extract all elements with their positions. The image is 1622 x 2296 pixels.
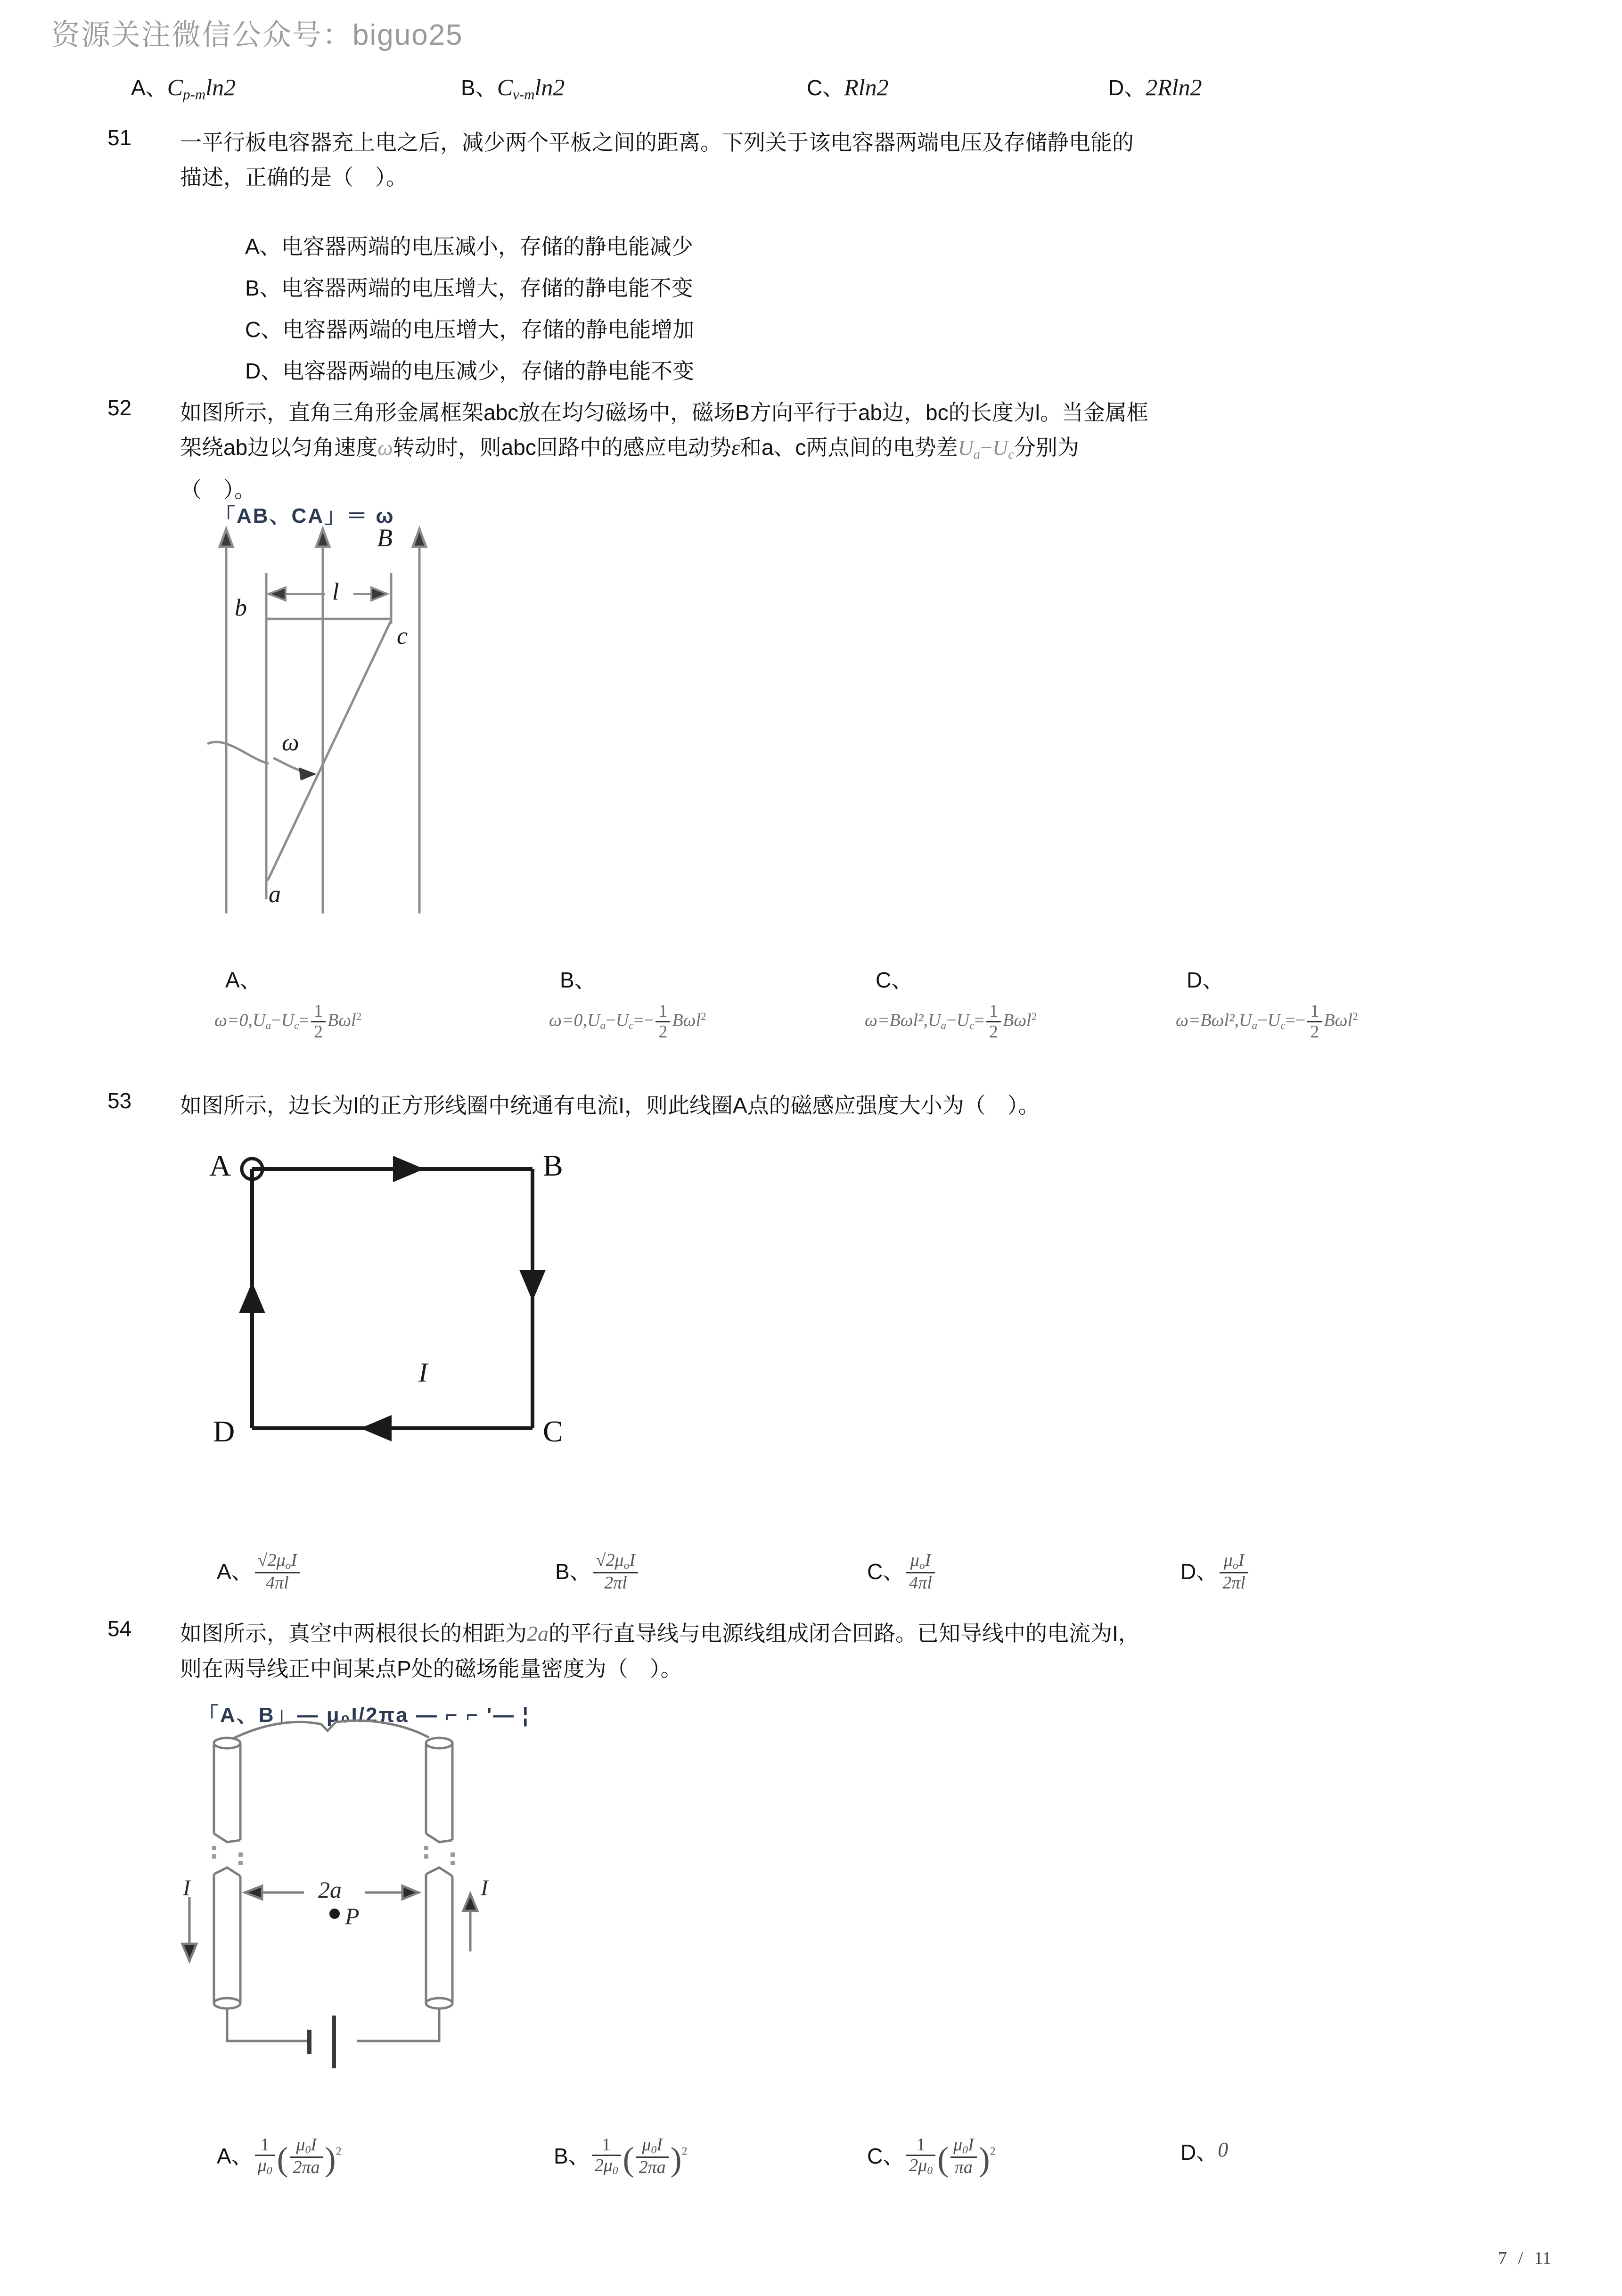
q53-a-I: I <box>291 1550 297 1570</box>
q54-a-in-mu-sub: 0 <box>305 2144 311 2156</box>
question-52-figure-svg <box>198 522 481 913</box>
q52-a-ua: U <box>252 1010 266 1030</box>
q53-b-den: 2πl <box>593 1572 638 1593</box>
question-53-option-a-label: A、 <box>217 1559 253 1584</box>
q54-c-out-den-sub: 0 <box>927 2164 933 2177</box>
q54-a-in-den: 2πa <box>290 2156 323 2177</box>
q54-a-out-den-sub: 0 <box>266 2164 272 2177</box>
q54-c-out-den: 2μ <box>909 2156 927 2176</box>
q53-d-mu: μ <box>1223 1550 1233 1570</box>
question-52-stem-line1: 如图所示，直角三角形金属框架abc放在均匀磁场中，磁场B方向平行于ab边，bc的长度为l。当金属框 <box>180 400 1148 425</box>
question-52-stem-line2c: 和a、c两点间的电势差 <box>739 435 958 460</box>
question-52-figure-label-b: b <box>235 594 247 621</box>
question-52-uc-subscript: c <box>1008 447 1014 462</box>
q52-a-omega: ω=0, <box>214 1010 253 1030</box>
question-51-option-a-text: 电容器两端的电压减小，存储的静电能减少 <box>281 234 693 259</box>
q52-c-tail: Bωl <box>1002 1010 1032 1030</box>
question-52-uc-symbol: U <box>992 436 1008 460</box>
q52-c-uc-sub: c <box>969 1019 975 1032</box>
q52-b-sign: − <box>644 1010 654 1030</box>
q53-a-mu-sub: o <box>285 1559 291 1572</box>
question-52-stem-line2a: 架绕ab边以匀角速度 <box>180 435 378 460</box>
q52-d-omega: ω=Bωl², <box>1176 1010 1239 1030</box>
q53-d-I: I <box>1238 1550 1245 1570</box>
question-54-figure-svg <box>198 1716 518 2088</box>
question-54-option-a[interactable]: A、 $\frac{1}{\mu_0}$ ( $\frac{\mu_0I}{2\pi a}$ )$^2$ <box>217 2135 342 2178</box>
q52-a-tail-sup: 2 <box>356 1011 362 1023</box>
question-54-stem <box>180 1616 1495 1686</box>
q52-b-tail: Bωl <box>672 1010 701 1030</box>
question-51-option-b-label: B、 <box>245 276 281 300</box>
q52-b-frac-num: 1 <box>658 1001 668 1021</box>
q54-a-in-mu: μ <box>296 2135 305 2155</box>
q50-option-a-subscript: p-m <box>183 86 206 103</box>
question-52-option-a-expression[interactable] <box>214 1002 361 1042</box>
question-52-option-b-expression[interactable] <box>549 1002 706 1042</box>
q53-c-den: 4πl <box>906 1572 935 1593</box>
q53-c-mu-sub: o <box>919 1559 925 1572</box>
question-54-figure <box>183 1716 518 2088</box>
question-52-stem-line2d: 分别为 <box>1014 435 1079 460</box>
question-54-clipped-text-artifact: 「A、B」— μ₀I/2πa — ⌐ ⌐ '— ¦ <box>198 1703 530 1727</box>
question-52-option-c-label[interactable]: C、 <box>876 968 913 992</box>
question-54-stem-line1b: 的平行直导线与电源线组成闭合回路。已知导线中的电流为I， <box>549 1621 1140 1646</box>
question-54-option-c-label: C、 <box>867 2144 905 2169</box>
question-51-option-c-label: C、 <box>245 317 283 342</box>
q53-b-sqrt: √2 <box>596 1550 615 1570</box>
question-52-option-c-expression[interactable] <box>865 1002 1037 1042</box>
question-52-figure-label-c: c <box>397 623 408 650</box>
q52-b-ua: U <box>587 1010 600 1030</box>
q52-d-frac-den: 2 <box>1307 1021 1322 1042</box>
q52-d-tail: Bωl <box>1324 1010 1353 1030</box>
page-footer <box>1498 2248 1551 2269</box>
q50-option-b-symbol: C <box>497 74 513 100</box>
q50-option-a-symbol: C <box>167 74 183 100</box>
q52-d-eq: = <box>1285 1010 1295 1030</box>
q54-b-in-den: 2πa <box>636 2156 669 2177</box>
question-53-figure-label-D: D <box>213 1415 235 1448</box>
q52-b-eq: = <box>633 1010 644 1030</box>
q52-a-uc-sub: c <box>294 1019 299 1032</box>
question-53-option-d[interactable] <box>1180 1551 1250 1593</box>
q52-c-ua: U <box>927 1010 941 1030</box>
question-51-stem <box>180 125 1490 195</box>
q52-b-frac-den: 2 <box>655 1021 670 1042</box>
question-54-option-d[interactable] <box>1180 2135 1228 2166</box>
q54-b-in-mu: μ <box>642 2135 651 2155</box>
question-53-option-c-label: C、 <box>867 1559 905 1584</box>
question-51-number: 51 <box>107 125 132 150</box>
q54-b-in-mu-sub: 0 <box>651 2144 657 2156</box>
question-54-option-a-label: A、 <box>217 2144 253 2169</box>
q50-option-d-value: 2Rln2 <box>1146 74 1202 100</box>
q54-a-out-den: μ <box>257 2156 267 2176</box>
question-51-option-c[interactable] <box>245 313 694 344</box>
q52-d-minus: − <box>1257 1010 1268 1030</box>
q52-b-ua-sub: a <box>600 1019 606 1032</box>
q52-d-uc-sub: c <box>1280 1019 1286 1032</box>
q50-option-a-label: A、 <box>131 75 167 100</box>
q50-option-c <box>807 71 889 102</box>
q53-a-mu: μ <box>276 1550 286 1570</box>
q50-option-b-tail: ln2 <box>534 74 565 100</box>
question-53-option-c[interactable] <box>867 1551 937 1593</box>
question-52-minus: − <box>980 436 993 460</box>
question-52-stem-line2b: 转动时，则abc回路中的感应电动势 <box>393 435 731 460</box>
q52-a-frac-den: 2 <box>311 1021 326 1042</box>
q50-option-a <box>131 71 236 103</box>
question-52-figure-label-a: a <box>269 881 281 908</box>
q52-a-eq: = <box>299 1010 309 1030</box>
question-54-figure-label-P: P <box>345 1903 360 1929</box>
question-54-option-c[interactable]: C、 $\frac{1}{2\mu_0}$ ( $\frac{\mu_0I}{\pi a}$ )$^2$ <box>867 2135 996 2178</box>
question-52-ua-subscript: a <box>973 447 981 462</box>
q52-d-sign: − <box>1295 1010 1306 1030</box>
question-52-option-a-label[interactable]: A、 <box>225 968 262 992</box>
q54-c-in-mu: μ <box>953 2135 963 2155</box>
q53-a-sqrt: √2 <box>257 1550 277 1570</box>
q54-b-out-den-sub: 0 <box>612 2164 618 2177</box>
q54-c-power: 2 <box>990 2145 996 2157</box>
q50-option-b <box>461 71 565 103</box>
q54-a-in-I: I <box>311 2135 317 2155</box>
q52-b-omega: ω=0, <box>549 1010 587 1030</box>
question-52-option-d-label[interactable]: D、 <box>1187 968 1224 992</box>
question-53-figure-label-B: B <box>543 1149 563 1182</box>
question-53-stem: 如图所示，边长为l的正方形线圈中统通有电流I，则此线圈A点的磁感应强度大小为（ ）。 <box>180 1093 1040 1118</box>
q52-d-ua: U <box>1238 1010 1252 1030</box>
question-54-number: 54 <box>107 1616 132 1641</box>
question-53-option-b-label: B、 <box>555 1559 591 1584</box>
q52-b-uc: U <box>615 1010 629 1030</box>
q52-c-eq: = <box>974 1010 984 1030</box>
q52-d-ua-sub: a <box>1252 1019 1258 1032</box>
question-52-option-b-label[interactable]: B、 <box>560 968 596 992</box>
question-54-option-d-label: D、 <box>1180 2140 1218 2164</box>
question-53-option-b[interactable] <box>555 1551 640 1593</box>
question-51-option-b-text: 电容器两端的电压增大，存储的静电能不变 <box>281 276 693 300</box>
q52-b-minus: − <box>606 1010 616 1030</box>
question-53-number: 53 <box>107 1088 132 1113</box>
q53-b-mu-sub: o <box>623 1559 630 1572</box>
question-53-figure <box>203 1145 627 1475</box>
q52-b-uc-sub: c <box>629 1019 634 1032</box>
question-53-option-d-label: D、 <box>1180 1559 1218 1584</box>
question-51-option-d[interactable] <box>245 354 694 385</box>
question-54-option-d-value: 0 <box>1218 2138 1229 2162</box>
q53-c-mu: μ <box>910 1550 919 1570</box>
page-number-total: 11 <box>1534 2248 1551 2268</box>
q54-a-out-num: 1 <box>260 2135 270 2155</box>
question-51-stem-line2: 描述，正确的是（ ）。 <box>180 165 408 189</box>
question-54-figure-label-2a: 2a <box>318 1876 342 1903</box>
q50-option-d-label: D、 <box>1108 75 1146 100</box>
q54-b-out-den: 2μ <box>594 2156 613 2176</box>
q54-b-power: 2 <box>681 2145 688 2157</box>
question-52-omega-symbol: ω <box>377 436 393 460</box>
question-54-separation-symbol: 2a <box>527 1621 549 1646</box>
page-number-current: 7 <box>1498 2248 1507 2268</box>
q54-b-in-I: I <box>656 2135 663 2155</box>
question-54-option-b-label: B、 <box>554 2144 590 2169</box>
question-51-stem-line1: 一平行板电容器充上电之后，减少两个平板之间的距离。下列关于该电容器两端电压及存储静电能的 <box>180 130 1134 155</box>
question-54-stem-line2: 则在两导线正中间某点P处的磁场能量密度为（ ）。 <box>180 1656 682 1681</box>
page-number-separator: / <box>1518 2248 1523 2268</box>
q54-a-power: 2 <box>336 2145 342 2157</box>
question-53-option-a[interactable] <box>217 1551 302 1593</box>
q52-d-uc: U <box>1267 1010 1281 1030</box>
q50-option-b-subscript: v-m <box>513 86 535 103</box>
q52-c-ua-sub: a <box>941 1019 947 1032</box>
q52-a-minus: − <box>271 1010 281 1030</box>
question-51-option-c-text: 电容器两端的电压增大，存储的静电能增加 <box>282 317 695 342</box>
q52-c-frac-den: 2 <box>986 1021 1001 1042</box>
q52-a-uc: U <box>281 1010 295 1030</box>
q54-c-in-mu-sub: 0 <box>962 2144 968 2156</box>
q52-b-tail-sup: 2 <box>701 1011 706 1023</box>
q52-a-tail: Bωl <box>328 1010 356 1030</box>
question-53-figure-label-I: I <box>418 1357 428 1388</box>
question-54-option-b[interactable]: B、 $\frac{1}{2\mu_0}$ ( $\frac{\mu_0I}{2\pi a}$ )$^2$ <box>554 2135 688 2178</box>
question-51-option-d-label: D、 <box>245 359 283 383</box>
question-52-clipped-text-artifact: 「AB、CA」＝ ω <box>214 504 395 527</box>
q53-d-den: 2πl <box>1220 1572 1248 1593</box>
q54-c-out-num: 1 <box>916 2135 926 2155</box>
question-52-epsilon-symbol: ε <box>731 436 740 460</box>
q54-b-out-num: 1 <box>602 2135 611 2155</box>
q52-c-minus: − <box>946 1010 957 1030</box>
question-52-figure-label-B: B <box>377 524 393 552</box>
question-52-figure-label-l: l <box>332 578 339 605</box>
q53-b-I: I <box>629 1550 636 1570</box>
q50-option-a-tail: ln2 <box>205 74 236 100</box>
question-52-stem <box>180 395 1495 507</box>
question-53-figure-label-A: A <box>209 1149 231 1182</box>
question-53-figure-label-C: C <box>543 1415 563 1448</box>
question-54-figure-label-I-left: I <box>183 1876 190 1901</box>
question-54-figure-label-I-right: I <box>481 1876 488 1901</box>
question-52-figure <box>198 522 481 913</box>
q53-b-mu: μ <box>614 1550 624 1570</box>
q52-c-omega: ω=Bωl², <box>865 1010 928 1030</box>
question-51-option-b[interactable] <box>245 271 693 302</box>
q50-option-c-label: C、 <box>807 75 844 100</box>
q53-d-mu-sub: o <box>1232 1559 1238 1572</box>
q50-option-c-value: Rln2 <box>844 74 889 100</box>
question-53-figure-svg <box>203 1145 627 1475</box>
q53-a-den: 4πl <box>255 1572 300 1593</box>
q52-a-frac-num: 1 <box>314 1001 323 1021</box>
watermark-text: 资源关注微信公众号：biguo25 <box>51 19 463 51</box>
question-51-option-a[interactable] <box>245 230 693 261</box>
q53-c-I: I <box>925 1550 931 1570</box>
q54-c-in-den: πa <box>950 2156 977 2177</box>
question-52-number: 52 <box>107 395 132 420</box>
question-51-option-d-text: 电容器两端的电压减少，存储的静电能不变 <box>282 359 695 383</box>
question-52-ua-symbol: U <box>958 436 974 460</box>
q52-a-ua-sub: a <box>265 1019 271 1032</box>
question-51-option-a-label: A、 <box>245 234 281 259</box>
question-52-option-d-expression[interactable] <box>1176 1002 1358 1042</box>
q50-option-b-label: B、 <box>461 75 497 100</box>
q50-option-d <box>1108 71 1202 102</box>
question-52-stem-line3: （ ）。 <box>180 477 256 502</box>
q52-d-tail-sup: 2 <box>1352 1011 1358 1023</box>
q52-c-tail-sup: 2 <box>1031 1011 1037 1023</box>
q52-d-frac-num: 1 <box>1310 1001 1319 1021</box>
q52-c-frac-num: 1 <box>989 1001 998 1021</box>
question-54-stem-line1a: 如图所示，真空中两根很长的相距为 <box>180 1621 527 1646</box>
question-52-figure-label-omega: ω <box>282 729 299 756</box>
q52-c-uc: U <box>956 1010 970 1030</box>
q54-c-in-I: I <box>968 2135 974 2155</box>
